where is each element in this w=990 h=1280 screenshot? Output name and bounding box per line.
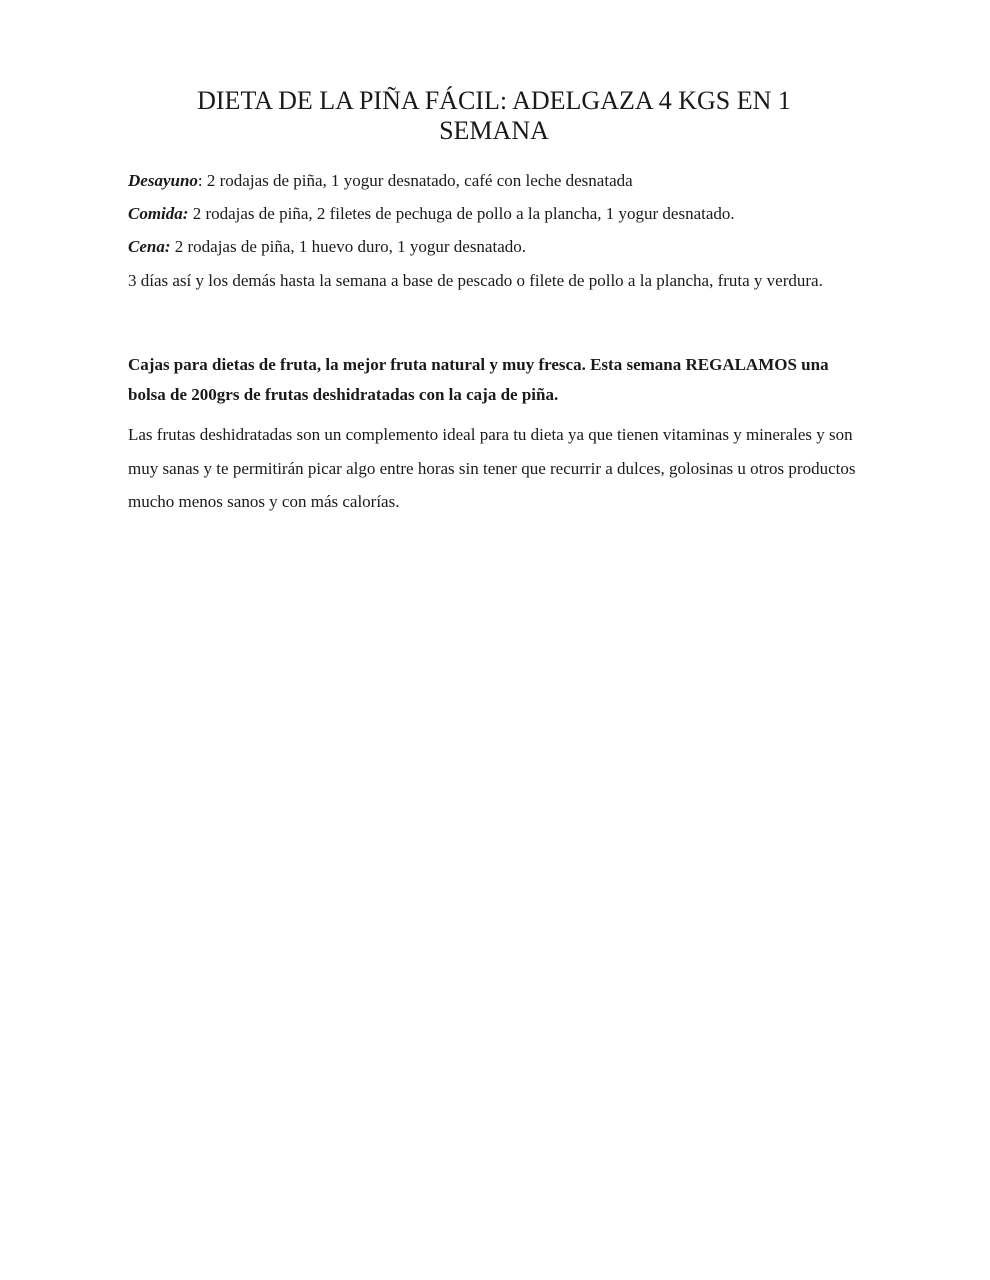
meal-comida-text: 2 rodajas de piña, 2 filetes de pechuga de pollo a la plancha, 1 yogur desnatado.	[188, 204, 735, 223]
meal-cena-text: 2 rodajas de piña, 1 huevo duro, 1 yogur desnatado.	[170, 237, 526, 256]
promo-paragraph: Cajas para dietas de fruta, la mejor fruta natural y muy fresca. Esta semana REGALAMOS una bolsa de 200grs de frutas deshidratadas con la caja de piña.	[128, 355, 829, 404]
meal-desayuno-separator: :	[197, 171, 203, 190]
info-paragraph: Las frutas deshidratadas son un complemento ideal para tu dieta ya que tienen vitaminas y minerales y son muy sanas y te permitirán picar algo entre horas sin tener que recurrir a dulces, golosinas u otros productos mucho menos sanos y con más calorías.	[128, 425, 856, 511]
meal-cena	[128, 230, 858, 264]
meal-desayuno-text: 2 rodajas de piña, 1 yogur desnatado, café con leche desnatada	[202, 171, 633, 190]
meal-comida	[128, 197, 858, 231]
meal-comida-label: Comida:	[128, 204, 189, 223]
document-title: DIETA DE LA PIÑA FÁCIL: ADELGAZA 4 KGS EN 1 SEMANA	[197, 86, 791, 145]
meal-desayuno	[128, 164, 858, 198]
meal-desayuno-label: Desayuno	[128, 171, 198, 190]
diet-note-paragraph: 3 días así y los demás hasta la semana a base de pescado o filete de pollo a la plancha, fruta y verdura.	[128, 271, 823, 290]
meal-cena-label: Cena:	[128, 237, 171, 256]
